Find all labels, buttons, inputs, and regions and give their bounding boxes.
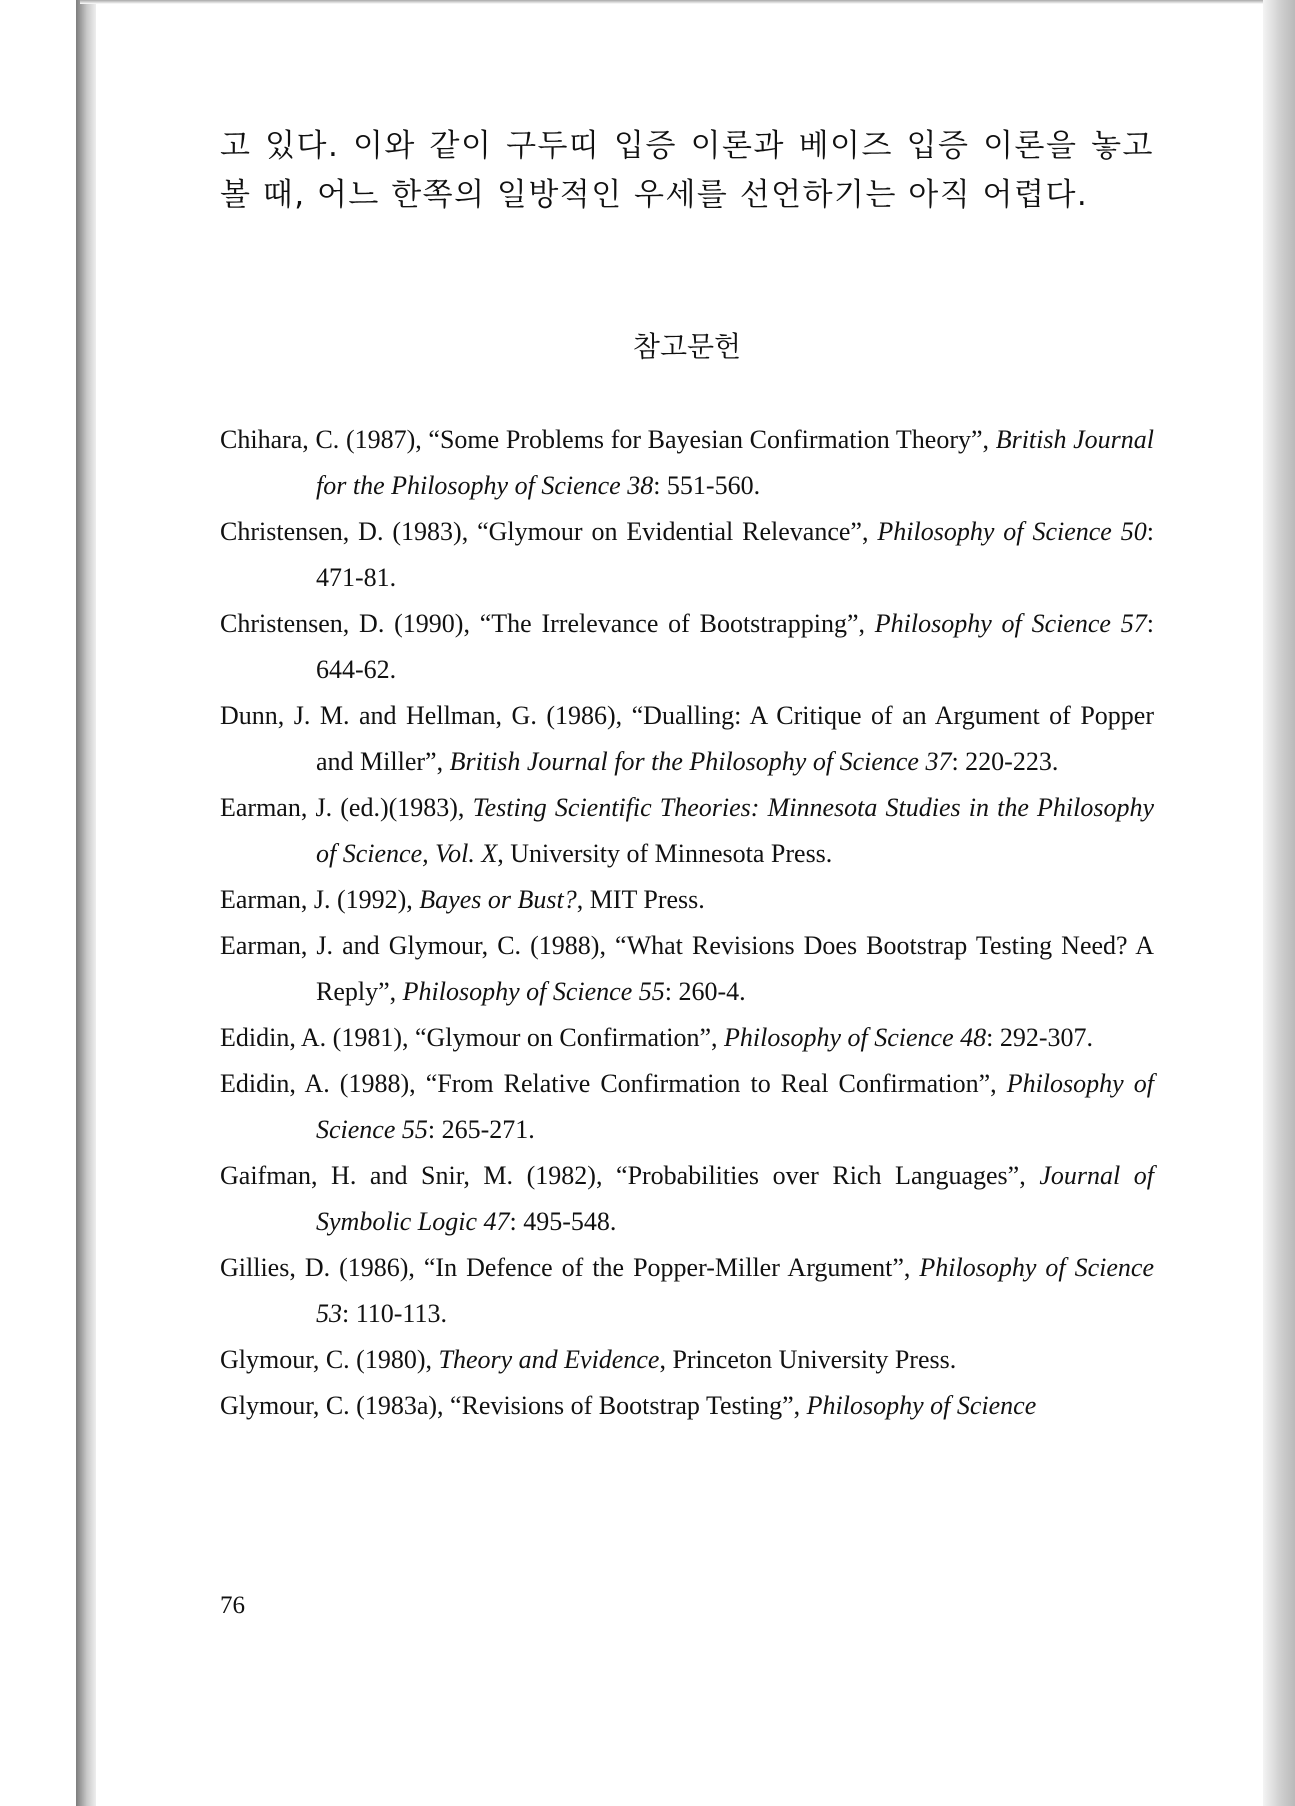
- reference-item: Edidin, A. (1981), “Glymour on Confirmation”, Philosophy of Science 48: 292-307.: [220, 1023, 1094, 1052]
- page-edge-shadow-left: [76, 0, 96, 1806]
- references-heading: 참고문헌: [632, 330, 742, 363]
- reference-item: Dunn, J. M. and Hellman, G. (1986), “Dualling: A Critique of an Argument of Popper and Miller”, British Journal for the Philosophy of Science 37: 220-223.: [220, 701, 1154, 776]
- reference-item: Earman, J. (ed.)(1983), Testing Scientific Theories: Minnesota Studies in the Philosophy of Science, Vol. X, University of Minnesota Press.: [220, 793, 1155, 868]
- reference-item: Glymour, C. (1980), Theory and Evidence, Princeton University Press.: [220, 1345, 957, 1374]
- reference-item: Gaifman, H. and Snir, M. (1982), “Probabilities over Rich Languages”, Journal of Symbolic Logic 47: 495-548.: [220, 1161, 1155, 1236]
- reference-item: Gillies, D. (1986), “In Defence of the Popper-Miller Argument”, Philosophy of Science 53: 110-113.: [220, 1253, 1154, 1328]
- reference-item: Chihara, C. (1987), “Some Problems for Bayesian Confirmation Theory”, British Journal for the Philosophy of Science 38: 551-560.: [220, 425, 1155, 500]
- reference-item: Edidin, A. (1988), “From Relative Confirmation to Real Confirmation”, Philosophy of Science 55: 265-271.: [220, 1069, 1154, 1144]
- reference-item: Glymour, C. (1983a), “Revisions of Bootstrap Testing”, Philosophy of Science: [220, 1391, 1037, 1420]
- reference-list: [220, 417, 1154, 1429]
- reference-item: Christensen, D. (1990), “The Irrelevance of Bootstrapping”, Philosophy of Science 57: 644-62.: [220, 609, 1154, 684]
- page-number: 76: [220, 1592, 245, 1619]
- reference-item: Christensen, D. (1983), “Glymour on Evidential Relevance”, Philosophy of Science 50: 471-81.: [220, 517, 1154, 592]
- reference-item: Earman, J. and Glymour, C. (1988), “What Revisions Does Bootstrap Testing Need? A Reply”, Philosophy of Science 55: 260-4.: [220, 931, 1154, 1006]
- book-page: [96, 4, 1262, 1806]
- intro-paragraph: 고 있다. 이와 같이 구두띠 입증 이론과 베이즈 입증 이론을 놓고 볼 때, 어느 한쪽의 일방적인 우세를 선언하기는 아직 어렵다.: [220, 128, 1154, 213]
- reference-item: Earman, J. (1992), Bayes or Bust?, MIT Press.: [220, 885, 705, 914]
- page-edge-shadow-right: [1263, 0, 1295, 1806]
